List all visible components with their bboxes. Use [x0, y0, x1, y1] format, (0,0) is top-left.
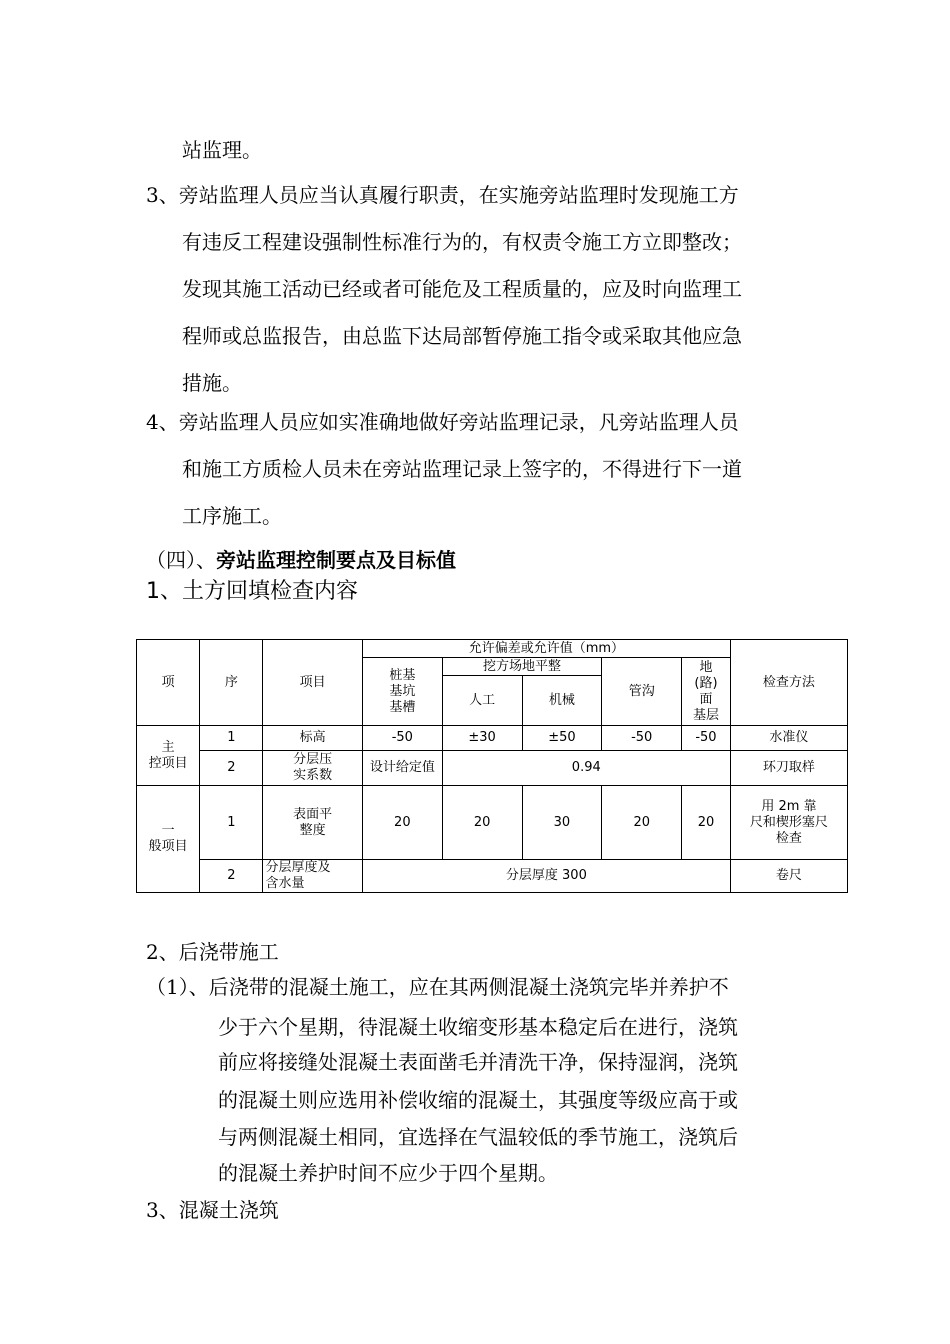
row-method [730, 786, 847, 860]
header-excavation: 挖方场地平整 [442, 658, 602, 676]
row-project-line: 分层压 [293, 752, 333, 767]
item-2-1-line-3: 前应将接缝处混凝土表面凿毛并清洗干净，保持湿润，浇筑 [218, 1050, 738, 1074]
general-label-line: 一 [161, 823, 175, 838]
header-pile-line: 基坑 [389, 683, 416, 699]
header-machine: 机械 [522, 676, 602, 726]
row-method: 环刀取样 [730, 751, 847, 786]
item-2-1-line-4: 的混凝土则应选用补偿收缩的混凝土，其强度等级应高于或 [218, 1088, 738, 1112]
row-pile: 20 [362, 786, 442, 860]
paragraph-continuation: 站监理。 [182, 138, 262, 162]
row-manual: ±30 [442, 726, 522, 751]
item-2-1-line-2: 少于六个星期，待混凝土收缩变形基本稳定后在进行，浇筑 [218, 1015, 738, 1039]
row-manual: 20 [442, 786, 522, 860]
row-project: 标高 [263, 726, 362, 751]
item-3-line-4: 程师或总监报告，由总监下达局部暂停施工指令或采取其他应急 [182, 324, 742, 348]
row-seq: 1 [200, 786, 263, 860]
row-seq: 2 [200, 751, 263, 786]
main-control-label [137, 726, 200, 786]
row-project [263, 860, 362, 893]
header-project: 项目 [263, 640, 362, 726]
row-pile: 设计给定值 [362, 751, 442, 786]
header-manual: 人工 [442, 676, 522, 726]
row-project [263, 786, 362, 860]
header-ground-line: (路) [694, 675, 718, 691]
item-2-1-line-6: 的混凝土养护时间不应少于四个星期。 [218, 1161, 558, 1185]
header-pile-line: 桩基 [389, 667, 416, 683]
item-4-line-2: 和施工方质检人员未在旁站监理记录上签字的，不得进行下一道 [182, 457, 742, 481]
row-seq: 2 [200, 860, 263, 893]
section-heading [146, 546, 456, 574]
row-ground: 20 [682, 786, 731, 860]
header-pile-line: 基槽 [389, 699, 416, 715]
header-ground-line: 地 [699, 659, 713, 675]
row-trench: -50 [602, 726, 682, 751]
row-method: 卷尺 [730, 860, 847, 893]
header-seq: 序 [200, 640, 263, 726]
header-trench: 管沟 [602, 658, 682, 726]
row-method-line: 尺和楔形塞尺 [749, 814, 828, 830]
row-method-line: 用 2m 靠 [761, 798, 817, 814]
main-control-label-line: 控项目 [148, 755, 188, 771]
row-trench: 20 [602, 786, 682, 860]
row-project-line: 表面平 [293, 806, 333, 822]
row-merged-value: 0.94 [442, 751, 730, 786]
header-ground-line: 面 [699, 691, 713, 707]
row-pile: -50 [362, 726, 442, 751]
row-project-line: 整度 [299, 822, 326, 838]
header-ground [682, 658, 731, 726]
item-4-line-1: 4、旁站监理人员应如实准确地做好旁站监理记录，凡旁站监理人员 [146, 410, 739, 434]
inspection-table [136, 639, 848, 893]
item-3-line-5: 措施。 [182, 371, 242, 395]
section-heading-title: 旁站监理控制要点及目标值 [216, 548, 456, 572]
subheading-3: 3、混凝土浇筑 [146, 1198, 279, 1222]
row-project-line: 实系数 [293, 768, 333, 783]
row-project-line: 含水量 [265, 876, 305, 891]
header-ground-line: 基层 [692, 707, 719, 723]
header-item: 项 [137, 640, 200, 726]
item-3-line-2: 有违反工程建设强制性标准行为的，有权责令施工方立即整改； [182, 230, 742, 254]
header-pile [362, 658, 442, 726]
row-ground: -50 [682, 726, 731, 751]
header-method: 检查方法 [730, 640, 847, 726]
row-project-line: 分层厚度及 [265, 860, 331, 875]
item-4-line-3: 工序施工。 [182, 504, 282, 528]
row-method: 水准仪 [730, 726, 847, 751]
row-method-line: 检查 [775, 830, 802, 846]
item-3-line-1: 3、旁站监理人员应当认真履行职责，在实施旁站监理时发现施工方 [146, 183, 739, 207]
item-2-1-line-5: 与两侧混凝土相同，宜选择在气温较低的季节施工，浇筑后 [218, 1125, 738, 1149]
row-machine: 30 [522, 786, 602, 860]
subheading-1: 1、土方回填检查内容 [146, 579, 358, 604]
main-control-label-line: 主 [161, 739, 175, 755]
section-heading-number: （四）、 [146, 548, 216, 572]
general-label [137, 786, 200, 893]
general-label-line: 般项目 [148, 839, 188, 854]
subheading-2: 2、后浇带施工 [146, 940, 279, 964]
row-seq: 1 [200, 726, 263, 751]
header-tolerance: 允许偏差或允许值（mm） [362, 640, 730, 658]
item-3-line-3: 发现其施工活动已经或者可能危及工程质量的，应及时向监理工 [182, 277, 742, 301]
row-machine: ±50 [522, 726, 602, 751]
row-project [263, 751, 362, 786]
item-2-1-line-1: （1）、后浇带的混凝土施工，应在其两侧混凝土浇筑完毕并养护不 [146, 975, 729, 999]
row-merged-value: 分层厚度 300 [362, 860, 730, 893]
